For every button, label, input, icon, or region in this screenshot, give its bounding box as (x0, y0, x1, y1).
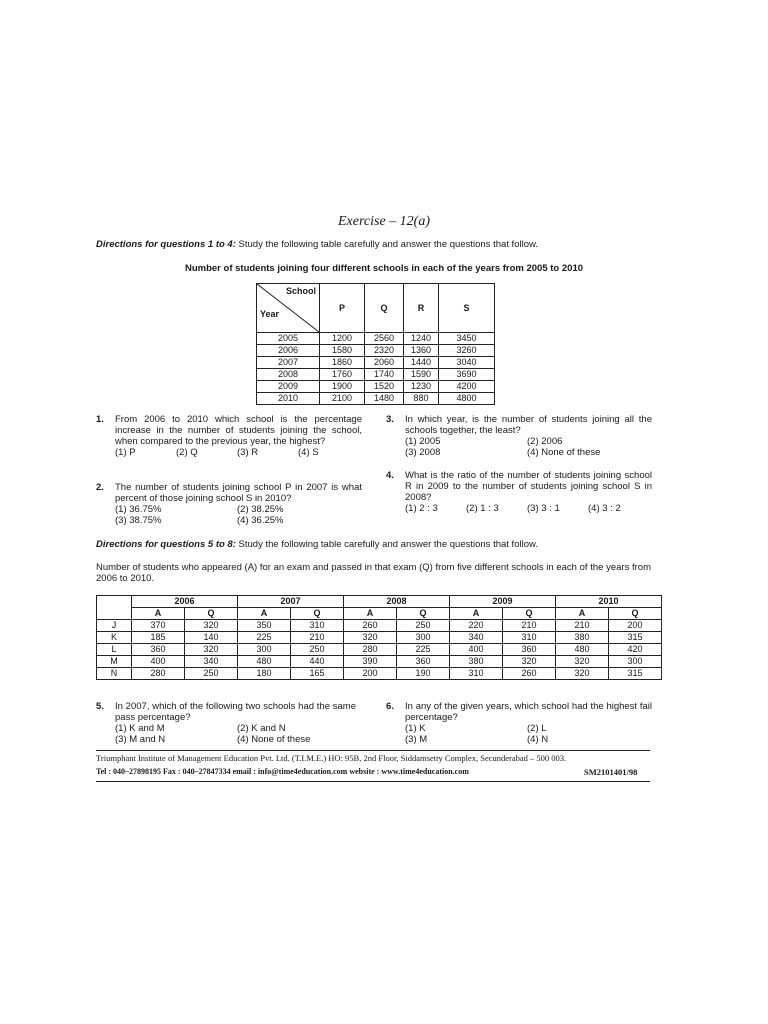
option: (1) 2005 (405, 436, 441, 447)
table-row (97, 656, 662, 668)
year-cell: 2005 (257, 333, 320, 345)
question-5 (96, 701, 356, 745)
option: (4) S (298, 447, 319, 458)
option: (2) K and N (237, 723, 286, 734)
corner-school-label: School (285, 286, 316, 296)
table1-title: Number of students joining four different schools in each of the years from 2005 to 2010 (184, 263, 584, 274)
col-header: Q (365, 284, 404, 333)
value-cell: 210 (291, 632, 344, 644)
question-2 (96, 482, 362, 526)
value-cell: 200 (609, 620, 662, 632)
question-text: In which year, is the number of students joining all the schools together, the least? (405, 414, 652, 436)
value-cell: 370 (132, 620, 185, 632)
value-cell: 260 (344, 620, 397, 632)
value-cell: 1740 (365, 369, 404, 381)
option: (3) M and N (115, 734, 166, 745)
value-cell: 300 (238, 644, 291, 656)
value-cell: 2060 (365, 357, 404, 369)
option: (1) P (115, 447, 136, 458)
option: (4) N (527, 734, 549, 745)
sub-header: Q (609, 608, 662, 620)
option: (3) R (237, 447, 259, 458)
year-header: 2006 (132, 596, 238, 608)
exercise-title: Exercise – 12(a) (338, 214, 430, 229)
value-cell: 440 (291, 656, 344, 668)
question-text: In 2007, which of the following two schools had the same pass percentage? (115, 701, 356, 723)
option: (3) 38.75% (115, 515, 162, 526)
value-cell: 1860 (320, 357, 365, 369)
question-options (115, 504, 362, 515)
value-cell: 140 (185, 632, 238, 644)
value-cell: 1200 (320, 333, 365, 345)
year-header: 2009 (450, 596, 556, 608)
sub-header: Q (291, 608, 344, 620)
option: (4) None of these (527, 447, 601, 458)
option: (2) Q (176, 447, 198, 458)
footer-divider (96, 750, 650, 751)
value-cell: 310 (450, 668, 503, 680)
question-text: What is the ratio of the number of students joining school R in 2009 to the number of students joining school S in 2008? (405, 470, 652, 503)
question-options (115, 447, 362, 458)
sub-header: A (556, 608, 609, 620)
value-cell: 320 (344, 632, 397, 644)
schools-table (256, 283, 495, 405)
directions-q5-8 (96, 539, 538, 550)
year-cell: 2007 (257, 357, 320, 369)
question-3 (386, 414, 652, 458)
year-cell: 2008 (257, 369, 320, 381)
value-cell: 2320 (365, 345, 404, 357)
value-cell: 310 (503, 632, 556, 644)
value-cell: 480 (238, 656, 291, 668)
value-cell: 3450 (439, 333, 495, 345)
value-cell: 350 (238, 620, 291, 632)
value-cell: 315 (609, 668, 662, 680)
value-cell: 340 (185, 656, 238, 668)
corner-year-label: Year (260, 309, 280, 319)
sub-header: Q (185, 608, 238, 620)
question-options (115, 734, 356, 745)
year-header: 2007 (238, 596, 344, 608)
pass-table (96, 595, 662, 680)
directions-q1-4 (96, 239, 538, 250)
question-number: 5. (96, 701, 104, 712)
question-options (405, 734, 652, 745)
value-cell: 320 (185, 620, 238, 632)
year-cell: 2009 (257, 381, 320, 393)
option: (3) M (405, 734, 428, 745)
blank-corner-cell (97, 596, 132, 620)
sub-header: Q (397, 608, 450, 620)
col-header: R (404, 284, 439, 333)
directions-label: Directions for questions 5 to 8: (96, 539, 236, 550)
value-cell: 1520 (365, 381, 404, 393)
value-cell: 225 (238, 632, 291, 644)
year-cell: 2006 (257, 345, 320, 357)
question-text: In any of the given years, which school had the highest fail percentage? (405, 701, 652, 723)
question-number: 3. (386, 414, 394, 425)
value-cell: 3040 (439, 357, 495, 369)
question-options (115, 515, 362, 526)
table-row (97, 632, 662, 644)
value-cell: 300 (397, 632, 450, 644)
value-cell: 280 (344, 644, 397, 656)
sub-header: A (344, 608, 397, 620)
value-cell: 1900 (320, 381, 365, 393)
value-cell: 1240 (404, 333, 439, 345)
table-row (257, 345, 495, 357)
option: (4) 3 : 2 (588, 503, 621, 514)
sub-header: A (450, 608, 503, 620)
year-header: 2008 (344, 596, 450, 608)
question-number: 2. (96, 482, 104, 493)
value-cell: 320 (556, 668, 609, 680)
value-cell: 880 (404, 393, 439, 405)
value-cell: 2100 (320, 393, 365, 405)
value-cell: 200 (344, 668, 397, 680)
question-text: From 2006 to 2010 which school is the percentage increase in the number of students joining the school, when compared to the previous year, the highest? (115, 414, 362, 447)
option: (3) 2008 (405, 447, 441, 458)
sub-header: Q (503, 608, 556, 620)
option: (2) 1 : 3 (466, 503, 499, 514)
value-cell: 165 (291, 668, 344, 680)
value-cell: 1590 (404, 369, 439, 381)
value-cell: 180 (238, 668, 291, 680)
value-cell: 360 (132, 644, 185, 656)
year-header: 2010 (556, 596, 662, 608)
value-cell: 220 (450, 620, 503, 632)
directions-text: Study the following table carefully and answer the questions that follow. (235, 539, 538, 550)
school-cell: N (97, 668, 132, 680)
question-1 (96, 414, 362, 458)
value-cell: 380 (556, 632, 609, 644)
value-cell: 315 (609, 632, 662, 644)
question-options (405, 447, 652, 458)
table-row (257, 357, 495, 369)
school-cell: J (97, 620, 132, 632)
value-cell: 2560 (365, 333, 404, 345)
option: (1) K (405, 723, 426, 734)
option: (4) None of these (237, 734, 311, 745)
value-cell: 400 (132, 656, 185, 668)
value-cell: 360 (397, 656, 450, 668)
value-cell: 190 (397, 668, 450, 680)
table-row (257, 393, 495, 405)
value-cell: 310 (291, 620, 344, 632)
footer-contact: Tel : 040–27898195 Fax : 040–27847334 email : info@time4education.com website : www.time4education.com (96, 767, 469, 776)
question-options (115, 723, 356, 734)
value-cell: 1230 (404, 381, 439, 393)
option: (4) 36.25% (237, 515, 284, 526)
question-number: 4. (386, 470, 394, 481)
footer-divider-bottom (96, 781, 650, 782)
option: (3) 3 : 1 (527, 503, 560, 514)
footer-code: SM2101401/98 (584, 767, 638, 777)
value-cell: 1360 (404, 345, 439, 357)
option: (1) 2 : 3 (405, 503, 438, 514)
value-cell: 3690 (439, 369, 495, 381)
value-cell: 320 (185, 644, 238, 656)
value-cell: 340 (450, 632, 503, 644)
school-cell: K (97, 632, 132, 644)
value-cell: 320 (556, 656, 609, 668)
value-cell: 210 (556, 620, 609, 632)
question-number: 1. (96, 414, 104, 425)
question-options (405, 723, 652, 734)
value-cell: 210 (503, 620, 556, 632)
value-cell: 250 (397, 620, 450, 632)
value-cell: 280 (132, 668, 185, 680)
value-cell: 250 (185, 668, 238, 680)
value-cell: 250 (291, 644, 344, 656)
value-cell: 1760 (320, 369, 365, 381)
table-row (257, 333, 495, 345)
value-cell: 185 (132, 632, 185, 644)
question-options (405, 503, 652, 514)
directions-text: Study the following table carefully and answer the questions that follow. (235, 239, 538, 250)
value-cell: 4200 (439, 381, 495, 393)
year-header-row (97, 596, 662, 608)
sub-header: A (238, 608, 291, 620)
value-cell: 1480 (365, 393, 404, 405)
value-cell: 420 (609, 644, 662, 656)
value-cell: 400 (450, 644, 503, 656)
value-cell: 480 (556, 644, 609, 656)
option: (2) 2006 (527, 436, 563, 447)
option: (1) K and M (115, 723, 165, 734)
value-cell: 225 (397, 644, 450, 656)
table-row (257, 381, 495, 393)
value-cell: 1580 (320, 345, 365, 357)
value-cell: 390 (344, 656, 397, 668)
school-cell: L (97, 644, 132, 656)
table2-intro: Number of students who appeared (A) for an exam and passed in that exam (Q) from five different schools in each of the years from 2006 to 2010. (96, 562, 651, 584)
question-4 (386, 470, 652, 514)
table-row (97, 644, 662, 656)
school-cell: M (97, 656, 132, 668)
value-cell: 360 (503, 644, 556, 656)
value-cell: 260 (503, 668, 556, 680)
question-text: The number of students joining school P in 2007 is what percent of those joining school S in 2010? (115, 482, 362, 504)
value-cell: 3260 (439, 345, 495, 357)
option: (2) 38.25% (237, 504, 284, 515)
col-header: P (320, 284, 365, 333)
year-cell: 2010 (257, 393, 320, 405)
value-cell: 1440 (404, 357, 439, 369)
value-cell: 380 (450, 656, 503, 668)
directions-label: Directions for questions 1 to 4: (96, 239, 236, 250)
footer-address: Triumphant Institute of Management Education Pvt. Ltd. (T.I.M.E.) HO: 95B, 2nd Floor, Siddamsetty Complex, Secunderabad – 500 003. (96, 753, 567, 763)
option: (2) L (527, 723, 547, 734)
option: (1) 36.75% (115, 504, 162, 515)
value-cell: 300 (609, 656, 662, 668)
sub-header: A (132, 608, 185, 620)
sub-header-row (97, 608, 662, 620)
table-row (97, 668, 662, 680)
value-cell: 4800 (439, 393, 495, 405)
value-cell: 320 (503, 656, 556, 668)
question-options (405, 436, 652, 447)
table-row (257, 369, 495, 381)
col-header: S (439, 284, 495, 333)
question-6 (386, 701, 652, 745)
table-row (97, 620, 662, 632)
table-corner-cell (257, 284, 320, 333)
question-number: 6. (386, 701, 394, 712)
